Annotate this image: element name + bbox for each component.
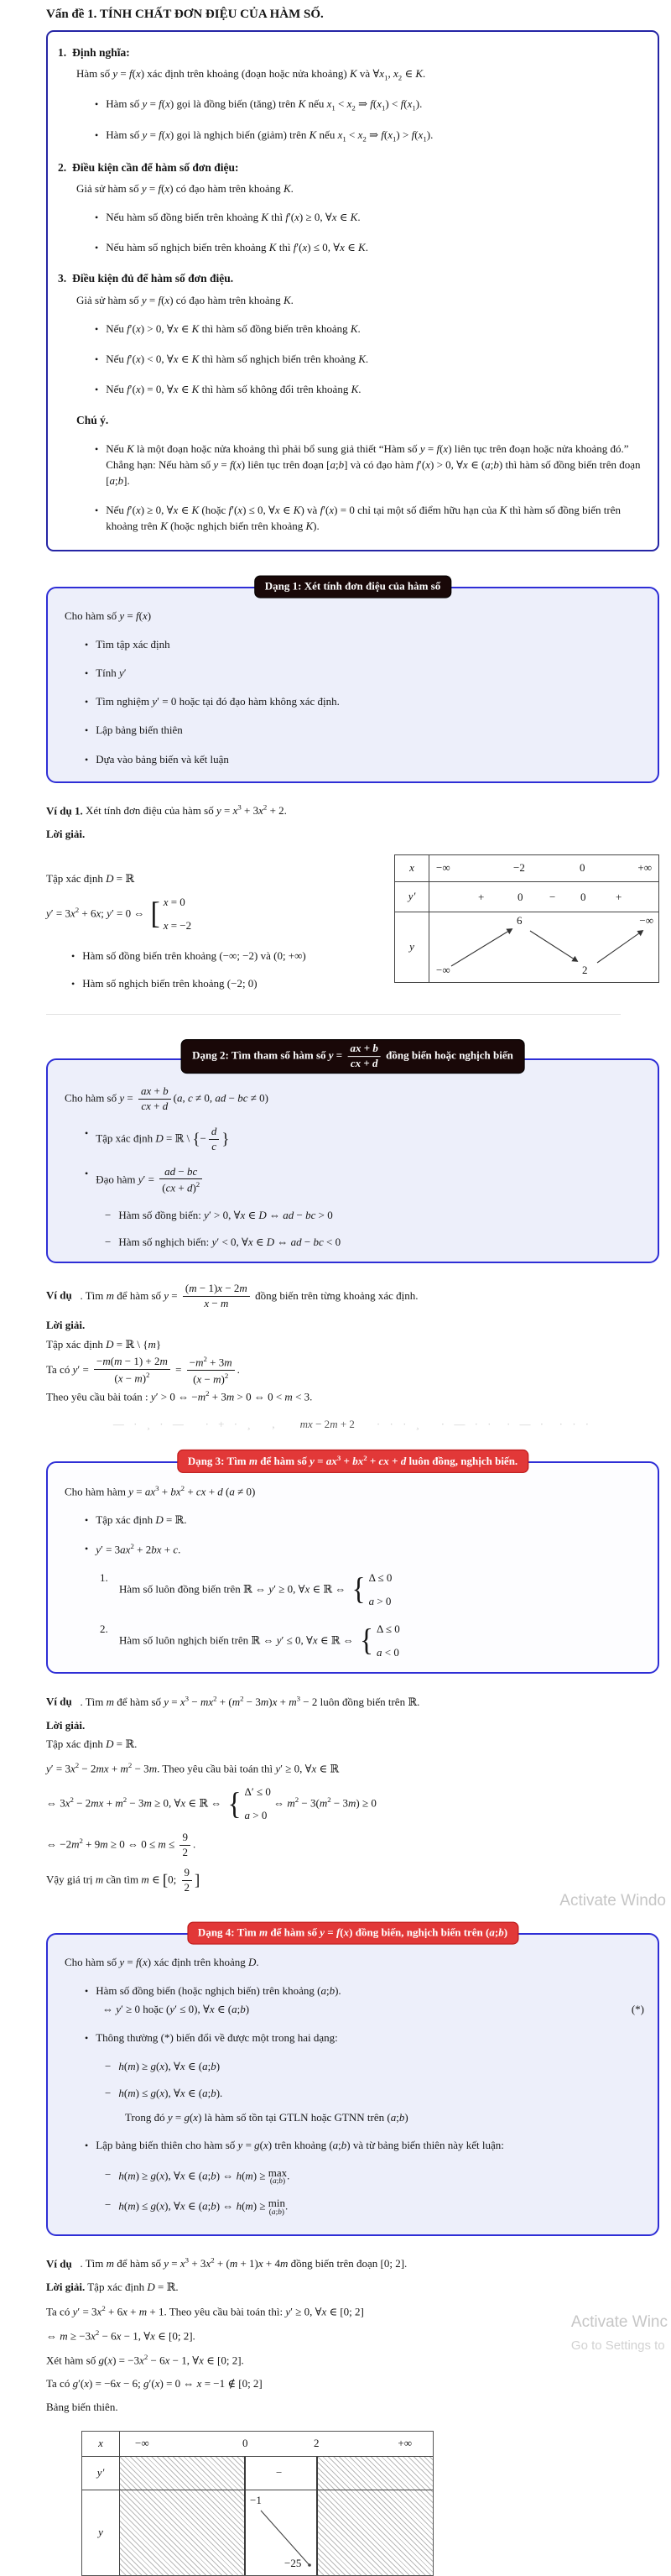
note-heading: Chú ý. (76, 414, 109, 427)
faded-leftover-line: — · ¸ · — · + · ¸ , mx − 2m + 2 · · · ¸ · — · · · — · · · · (112, 1417, 593, 1430)
conclusion-bullet: • Hàm số đồng biến trên khoảng (−∞; −2) và (0; +∞) (71, 948, 394, 964)
variation-table-1 (394, 854, 659, 983)
example-label: Ví dụ (46, 2256, 72, 2270)
solution-line: $y' = 3x^2 + 6x$; y′ = 0 ⇔ [ x = 0 x = −2 (46, 895, 192, 932)
bullet-dot-icon: • (95, 442, 99, 455)
solution-line: Ta có y′ = $\frac{-m(m - 1) + 2m}{(x - m)^2}$ = $\frac{-m^2 + 3m}{(x - m)^2}$ . (46, 1354, 240, 1386)
dang1-body (46, 587, 659, 783)
theory-bullet: • Nếu f′(x) > 0, ∀x ∈ K thì hàm số đồng biến trên khoảng K. (95, 321, 641, 337)
condition-line: ⇔ y′ ≥ 0 hoặc (y′ ≤ 0), ∀x ∈ (a;b) (102, 2002, 250, 2015)
bullet-dot-icon: • (95, 242, 99, 254)
dang2-intro: Cho hàm số y = $\frac{ax + b}{cx + d}$ (a, c ≠ 0, ad − bc ≠ 0) (65, 1084, 268, 1112)
theory-bullet: • Hàm số y = f(x) gọi là nghịch biến (giảm) trên K nếu $x_1 < x_2$ ⇒ $f(x_1) > f(x_1)$. (95, 128, 434, 144)
row-label-y: y (395, 912, 429, 982)
example2 (46, 1283, 659, 1432)
solution-line: Xét hàm số $g(x) = -3x^2 - 6x - 1$, ∀x ∈ [0; 2]. (46, 2352, 244, 2367)
faded-fragment: · · · ¸ · — · · · — · · · · (376, 1417, 593, 1430)
dang2-header: Dạng 2: Tìm tham số hàm số y = $\frac{ax + b}{cx + d}$ đồng biến hoặc nghịch biến (180, 1039, 525, 1074)
note-bullet: • Nếu K là một đoạn hoặc nửa khoảng thì phải bổ sung giả thiết “Hàm số y = f(x) liên tục trên đoạn hoặc nửa khoảng đó.” Chẳng hạn: Nếu hàm số y = f(x) liên tục trên đoạn [a;b] và có đạo hàm f′(x) > 0, ∀x ∈ (a;b) thì hàm số đồng biến trên đoạn [a;b]. (95, 442, 641, 489)
theory-bullet: • Hàm số y = f(x) gọi là đồng biến (tăng) trên K nếu $x_1 < x_2$ ⇒ $f(x_1) < f(x_1)$. (95, 97, 423, 112)
dash-icon: − (105, 2059, 112, 2072)
section-heading: Điều kiện cần để hàm số đơn điệu: (72, 160, 239, 174)
dash-icon: − (105, 2167, 112, 2181)
section-intro: Giả sử hàm số y = f(x) có đạo hàm trên khoảng K. (76, 182, 294, 196)
conclusion-bullet: • Hàm số nghịch biến trên khoảng (−2; 0) (71, 976, 394, 992)
dang1-step: • Tìm tập xác định (85, 637, 644, 653)
dang4-subitem: − h(m) ≥ g(x), ∀x ∈ (a;b) (105, 2059, 644, 2075)
solution-line: Ta có $y' = 3x^2 + 6x + m + 1$. Theo yêu cầu bài toán thì: y′ ≥ 0, ∀x ∈ [0; 2] (46, 2303, 364, 2317)
dang4-item: • Lập bảng biến thiên cho hàm số y = g(x) trên khoảng (a;b) và từ bảng biến thiên này kết luận: (85, 2138, 644, 2154)
x-value: 0 (580, 860, 585, 874)
dang3-body (46, 1461, 659, 1675)
bullet-dot-icon: • (85, 1513, 89, 1526)
bullet-dot-icon: • (85, 1542, 89, 1554)
dash-icon: − (105, 1208, 112, 1221)
section-number: 1. (58, 45, 67, 59)
bullet-dot-icon: • (85, 1126, 89, 1139)
bullet-dot-icon: • (85, 2031, 89, 2044)
dang4-intro: Cho hàm số y = f(x) xác định trên khoảng D. (65, 1955, 259, 1968)
bullet-dot-icon: • (95, 353, 99, 365)
dang4-section (46, 1925, 659, 2236)
row-label-x: x (82, 2432, 120, 2456)
dang3-section (46, 1453, 659, 1675)
section-intro: Hàm số y = f(x) xác định trên khoảng (đoạn hoặc nửa khoảng) K và $\forall x_1$, $x_2$ ∈ K. (76, 67, 426, 82)
bullet-dot-icon: • (85, 1984, 89, 1997)
theory-bullet: • Nếu f′(x) < 0, ∀x ∈ K thì hàm số nghịch biến trên khoảng K. (95, 352, 641, 368)
dang1-header: Dạng 1: Xét tính đơn điệu của hàm số (254, 576, 451, 598)
theory-box (46, 30, 659, 551)
note-bullet: • Nếu f′(x) ≥ 0, ∀x ∈ K (hoặc f′(x) ≤ 0, ∀x ∈ K) và f′(x) = 0 chỉ tại một số điểm hữu hạn của K thì hàm số đồng biến trên khoảng trên K (hoặc nghịch biến trên khoảng K). (95, 503, 641, 535)
theory-section-1 (58, 44, 641, 145)
variation-table-2 (81, 2431, 434, 2576)
example-label: Ví dụ 1. (46, 804, 83, 818)
item-number: 1. (100, 1571, 108, 1585)
sign: + (478, 890, 485, 903)
sign: − (276, 2465, 283, 2479)
section-separator (46, 1014, 621, 1015)
section-heading: Định nghĩa: (72, 45, 130, 59)
faded-fragment: — · ¸ · — · + · ¸ , (112, 1417, 278, 1430)
solution-line: Theo yêu cầu bài toán : y′ > 0 ⇔ $-m^2 + 3m > 0$ ⇔ 0 < m < 3. (46, 1388, 313, 1403)
star-mark: (*) (631, 2002, 644, 2015)
page-title: Vấn đề 1. TÍNH CHẤT ĐƠN ĐIỆU CỦA HÀM SỐ. (46, 8, 324, 21)
y-end-value: −25 (284, 2556, 302, 2569)
table-vline (244, 2457, 246, 2490)
example3 (46, 1693, 666, 1910)
y-limit: −∞ (436, 964, 450, 977)
dang4-subitem: − h(m) ≥ g(x), ∀x ∈ (a;b) ⇔ h(m) ≥ max (a;b) . (105, 2166, 290, 2187)
solution-line: ⇔ $m \ge -3x^2 - 6x - 1$, ∀x ∈ [0; 2]. (46, 2328, 195, 2343)
dang2-subitem: − Hàm số đồng biến: y′ > 0, ∀x ∈ D ⇔ ad − bc > 0 (105, 1208, 644, 1224)
section-intro: Giả sử hàm số y = f(x) có đạo hàm trên khoảng K. (76, 293, 294, 306)
bullet-dot-icon: • (85, 1167, 89, 1179)
bullet-dot-icon: • (85, 696, 89, 708)
solution-line: Tập xác định D = ℝ \ {m} (46, 1338, 162, 1351)
theory-bullet: • Nếu f′(x) = 0, ∀x ∈ K thì hàm số không đổi trên khoảng K. (95, 382, 641, 398)
bullet-dot-icon: • (95, 129, 99, 142)
theory-section-3 (58, 270, 641, 535)
dash-icon: − (105, 2198, 112, 2212)
row-label-x: x (395, 855, 429, 881)
row-label-yprime: y′ (395, 882, 429, 912)
example4 (46, 2255, 668, 2576)
dash-icon: − (105, 2086, 112, 2099)
sign: 0 (518, 890, 523, 903)
section-heading: Điều kiện đủ để hàm số đơn điệu. (72, 272, 234, 285)
sign: + (616, 890, 622, 903)
dang4-subitem: − h(m) ≤ g(x), ∀x ∈ (a;b). (105, 2086, 644, 2102)
solution-label: Lời giải. (46, 2280, 86, 2293)
x-value: 0 (242, 2436, 248, 2449)
theory-bullet: • Nếu hàm số nghịch biến trên khoảng K thì f′(x) ≤ 0, ∀x ∈ K. (95, 240, 641, 256)
y-start-value: −1 (250, 2493, 262, 2506)
bullet-dot-icon: • (95, 97, 99, 110)
y-max: 6 (517, 913, 523, 927)
dang3-case: 2. Hàm số luôn nghịch biến trên ℝ ⇔ y′ ≤ 0, ∀x ∈ ℝ ⇔ { Δ ≤ 0 a < 0 (100, 1622, 644, 1661)
solution-line: Tập xác định D = ℝ. (87, 2280, 179, 2293)
dang4-subitem: − h(m) ≤ g(x), ∀x ∈ (a;b) ⇔ h(m) ≥ min (a;b) . (105, 2197, 289, 2217)
solution-line: ⇔ $3x^2 - 2mx + m^2 - 3m \ge 0$, ∀x ∈ ℝ ⇔ { Δ′ ≤ 0 a > 0 ⇔ $m^2 - 3(m^2 - 3m) \ge 0$ (46, 1785, 377, 1822)
bullet-dot-icon: • (85, 667, 89, 680)
dash-icon: − (105, 1235, 112, 1248)
x-value: −2 (513, 860, 525, 874)
dang2-item: • Đạo hàm y′ = $\frac{ad - bc}{(cx + d)^2}$ (85, 1166, 644, 1195)
example-label: Ví dụ (46, 1288, 72, 1302)
dang4-item: • Hàm số đồng biến (hoặc nghịch biến) trên khoảng (a;b). (85, 1983, 644, 1999)
example-text: . Tìm m để hàm số $y = x^3 + 3x^2 + (m + 1)x + 4m$ đồng biến trên đoạn [0; 2]. (80, 2255, 408, 2270)
solution-line: Vậy giá trị m cần tìm m ∈ [0; $\frac{9}{2}$ ] (46, 1866, 200, 1894)
variation-arrow (120, 2490, 434, 2576)
solution-label: Lời giải. (46, 1718, 86, 1732)
x-value: 2 (314, 2436, 320, 2449)
x-value: +∞ (398, 2436, 412, 2449)
dang1-section (46, 579, 659, 783)
solution-line: ⇔ $-2m^2 + 9m \ge 0$ ⇔ 0 ≤ m ≤ $\frac{9}{2}$ . (46, 1831, 196, 1859)
example1-solution (46, 854, 394, 992)
dang2-item: • Tập xác định D = ℝ \ {− $\frac{d}{c}$ } (85, 1124, 230, 1152)
solution-line: Tập xác định D = ℝ. (46, 1737, 138, 1751)
row-label-y: y (82, 2490, 120, 2575)
x-value: −∞ (135, 2436, 149, 2449)
sign: − (549, 890, 556, 903)
dang2-body (46, 1058, 659, 1264)
dang4-header: Dạng 4: Tìm m để hàm số y = f(x) đồng biến, nghịch biến trên (a;b) (187, 1921, 518, 1944)
bullet-dot-icon: • (71, 950, 75, 963)
example-text: Xét tính đơn điệu của hàm số $y = x^3 + 3x^2 + 2$. (85, 802, 287, 818)
x-value: +∞ (637, 860, 652, 874)
dang3-case: 1. Hàm số luôn đồng biến trên ℝ ⇔ y′ ≥ 0, ∀x ∈ ℝ ⇔ { Δ ≤ 0 a > 0 (100, 1570, 644, 1610)
theory-bullet: • Nếu hàm số đồng biến trên khoảng K thì f′(x) ≥ 0, ∀x ∈ K. (95, 210, 641, 226)
row-label-yprime: y′ (82, 2457, 120, 2490)
dang1-step: • Tính y′ (85, 666, 644, 682)
dang4-note: Trong đó y = g(x) là hàm số tồn tại GTLN hoặc GTNN trên (a;b) (125, 2110, 408, 2124)
bullet-dot-icon: • (85, 753, 89, 765)
bullet-dot-icon: • (85, 724, 89, 737)
bullet-dot-icon: • (71, 977, 75, 990)
excluded-region-hatch (318, 2457, 433, 2490)
document-page (46, 0, 668, 2576)
y-limit: −∞ (639, 913, 653, 927)
solution-line: Tập xác định D = ℝ (46, 871, 135, 885)
dang2-section (46, 1041, 659, 1264)
x-value: −∞ (436, 860, 450, 874)
solution-line: Ta có g′(x) = −6x − 6; g′(x) = 0 ⇔ x = −1 ∉ [0; 2] (46, 2377, 263, 2391)
dang3-item: • Tập xác định D = ℝ. (85, 1513, 644, 1528)
table-vline (316, 2457, 318, 2490)
dang1-step: • Lập bảng biến thiên (85, 723, 644, 739)
dang3-header: Dạng 3: Tìm m để hàm số $y = ax^3 + bx^2$ + cx + d luôn đồng, nghịch biến. (177, 1449, 528, 1472)
dang1-intro: Cho hàm số y = f(x) (65, 609, 152, 623)
bullet-dot-icon: • (95, 504, 99, 517)
bullet-dot-icon: • (85, 2140, 89, 2152)
dang2-subitem: − Hàm số nghịch biến: y′ < 0, ∀x ∈ D ⇔ ad − bc < 0 (105, 1235, 644, 1251)
bullet-dot-icon: • (95, 322, 99, 335)
solution-line: $y' = 3x^2 - 2mx + m^2 - 3m$. Theo yêu cầu bài toán thì y′ ≥ 0, ∀x ∈ ℝ (46, 1761, 340, 1775)
example1 (46, 802, 659, 992)
dang1-step: • Tìm nghiệm y′ = 0 hoặc tại đó đạo hàm không xác định. (85, 694, 644, 710)
example-text: . Tìm m để hàm số $y = x^3 - mx^2 + (m^2 - 3m)x + m^3 - 2$ luôn đồng biến trên ℝ. (80, 1694, 420, 1708)
item-number: 2. (100, 1622, 108, 1635)
excluded-region-hatch (120, 2457, 245, 2490)
example-label: Ví dụ (46, 1695, 72, 1708)
bullet-dot-icon: • (95, 211, 99, 223)
example-text: . Tìm m để hàm số y = $\frac{(m - 1)x - 2m}{x - m}$ đồng biến trên từng khoảng xác định. (80, 1282, 419, 1310)
variation-arrows (429, 912, 658, 983)
y-min: 2 (582, 964, 588, 977)
dang4-item: • Thông thường (*) biến đổi về được một trong hai dạng: (85, 2030, 644, 2046)
bullet-dot-icon: • (95, 384, 99, 396)
section-number: 3. (58, 272, 67, 285)
dang1-step: • Dựa vào bảng biến và kết luận (85, 752, 644, 768)
section-number: 2. (58, 160, 67, 174)
solution-label: Lời giải. (46, 1319, 86, 1332)
activate-windows-watermark: Activate Winc Go to Settings to (570, 2312, 668, 2354)
solution-label: Lời giải. (46, 828, 86, 841)
bullet-dot-icon: • (85, 638, 89, 651)
solution-line: Bảng biến thiên. (46, 2400, 118, 2413)
sign: 0 (580, 890, 586, 903)
dang3-item: • $y' = 3ax^2 + 2bx + c$. (85, 1541, 644, 1558)
activate-windows-watermark: Activate Windo (559, 1892, 666, 1910)
dang3-intro: Cho hàm hàm $y = ax^3 + bx^2$ + cx + d (a ≠ 0) (65, 1483, 256, 1497)
dang4-body (46, 1933, 659, 2236)
theory-section-2 (58, 159, 641, 257)
